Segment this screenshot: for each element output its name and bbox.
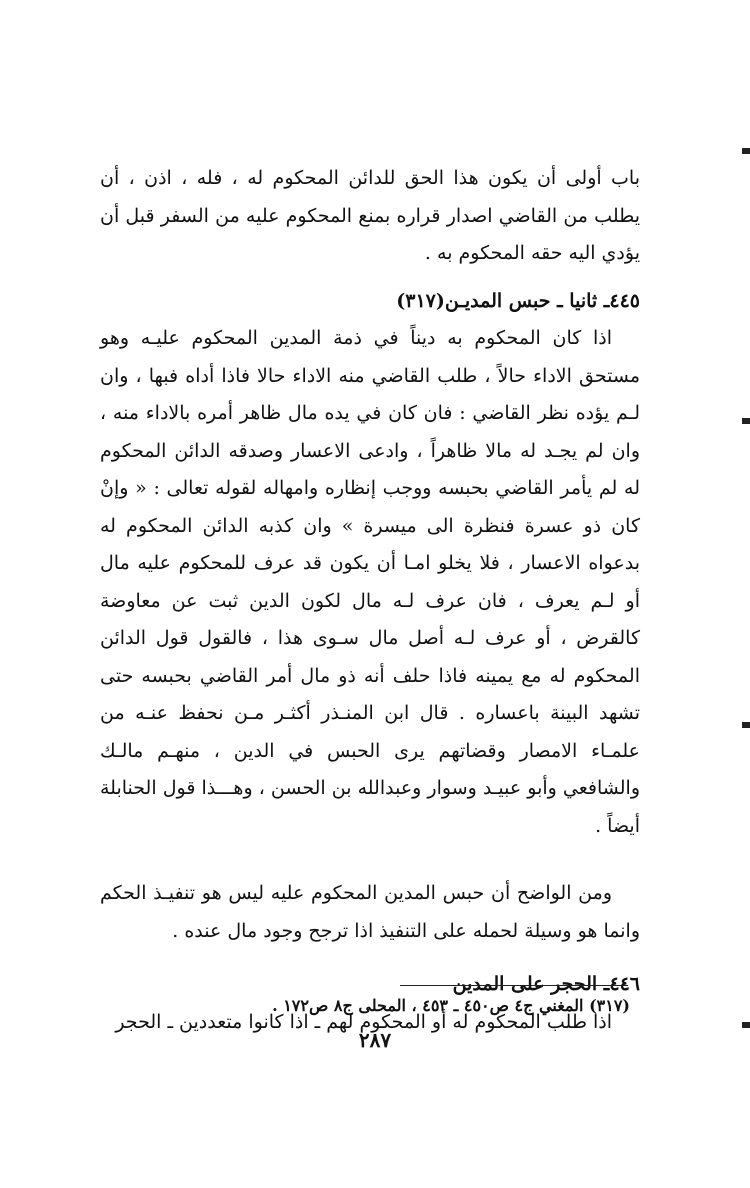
- page-number: ٢٨٧: [358, 1028, 392, 1052]
- intro-paragraph: باب أولى أن يكون هذا الحق للدائن المحكوم له ، فله ، اذن ، أن يطلب من القاضي اصدار قراره بمنع المحكوم عليه من السفر قبل أن يؤدي اليه حقه المحكوم به .: [100, 167, 640, 264]
- section-446-heading: ٤٤٦ـ الحجر على المدين: [452, 973, 640, 995]
- footnote-divider: [400, 985, 628, 986]
- section-446-paragraph-1: اذا طلب المحكوم له أو المحكوم لهم ـ اذا كانوا متعددين ـ الحجر: [115, 1010, 612, 1033]
- section-445-paragraph-1: اذا كان المحكوم به ديناً في ذمة المدين المحكوم عليـه وهو مستحق الاداء حالاً ، طلب القاضي منه الاداء حالا فاذا أداه فبها ، وان لـم يؤده نظر القاضي : فان كان في يده مال ظاهر أمره بالاداء منه ، وان لم يجـد له مالا ظاهراً ، وادعى الاعسار وصدقه الدائن المحكوم له لم يأمر القاضي بحبسه ووجب إنظاره وامهاله لقوله تعالى : « وإنْ كان ذو عسرة فنظرة الى ميسرة » وان كذبه الدائن المحكوم له بدعواه الاعسار ، فلا يخلو امـا أن يكون قد عرف للمحكوم عليه مال أو لـم يعرف ، فان عرف لـه مال لكون الدين ثبت عن معاوضة كالقرض ، أو عرف لـه أصل مال سـوى هذا ، فالقول قول الدائن المحكوم له مع يمينه فاذا حلف أنه ذو مال أمر القاضي بحبسه حتى تشهد البينة باعساره . قال ابن المنـذر أكثـر مـن نحفظ عنـه من علمـاء الامصار وقضاتهم يرى الحبس في الدين ، منهـم مالـك والشافعي وأبو عبيـد وسوار وعبدالله بن الحسن ، وهـــذا قول الحنابلة أيضاً .: [100, 327, 640, 837]
- section-445-paragraph-2: ومن الواضح أن حبس المدين المحكوم عليه ليس هو تنفيـذ الحكم وانما هو وسيلة لحمله على التنفيذ اذا ترجح وجود مال عنده .: [100, 882, 640, 942]
- margin-mark: [742, 418, 750, 424]
- margin-mark: [742, 1022, 750, 1028]
- footnote: (٣١٧) المغني ج٤ ص٤٥٠ ـ ٤٥٣ ، المحلى ج٨ ص١٧٢ .: [272, 996, 630, 1015]
- section-445-heading: ٤٤٥ـ ثانيا ـ حبس المديـن(٣١٧): [396, 289, 640, 312]
- page-body: [100, 160, 640, 1041]
- margin-mark: [742, 148, 750, 154]
- margin-mark: [742, 722, 750, 728]
